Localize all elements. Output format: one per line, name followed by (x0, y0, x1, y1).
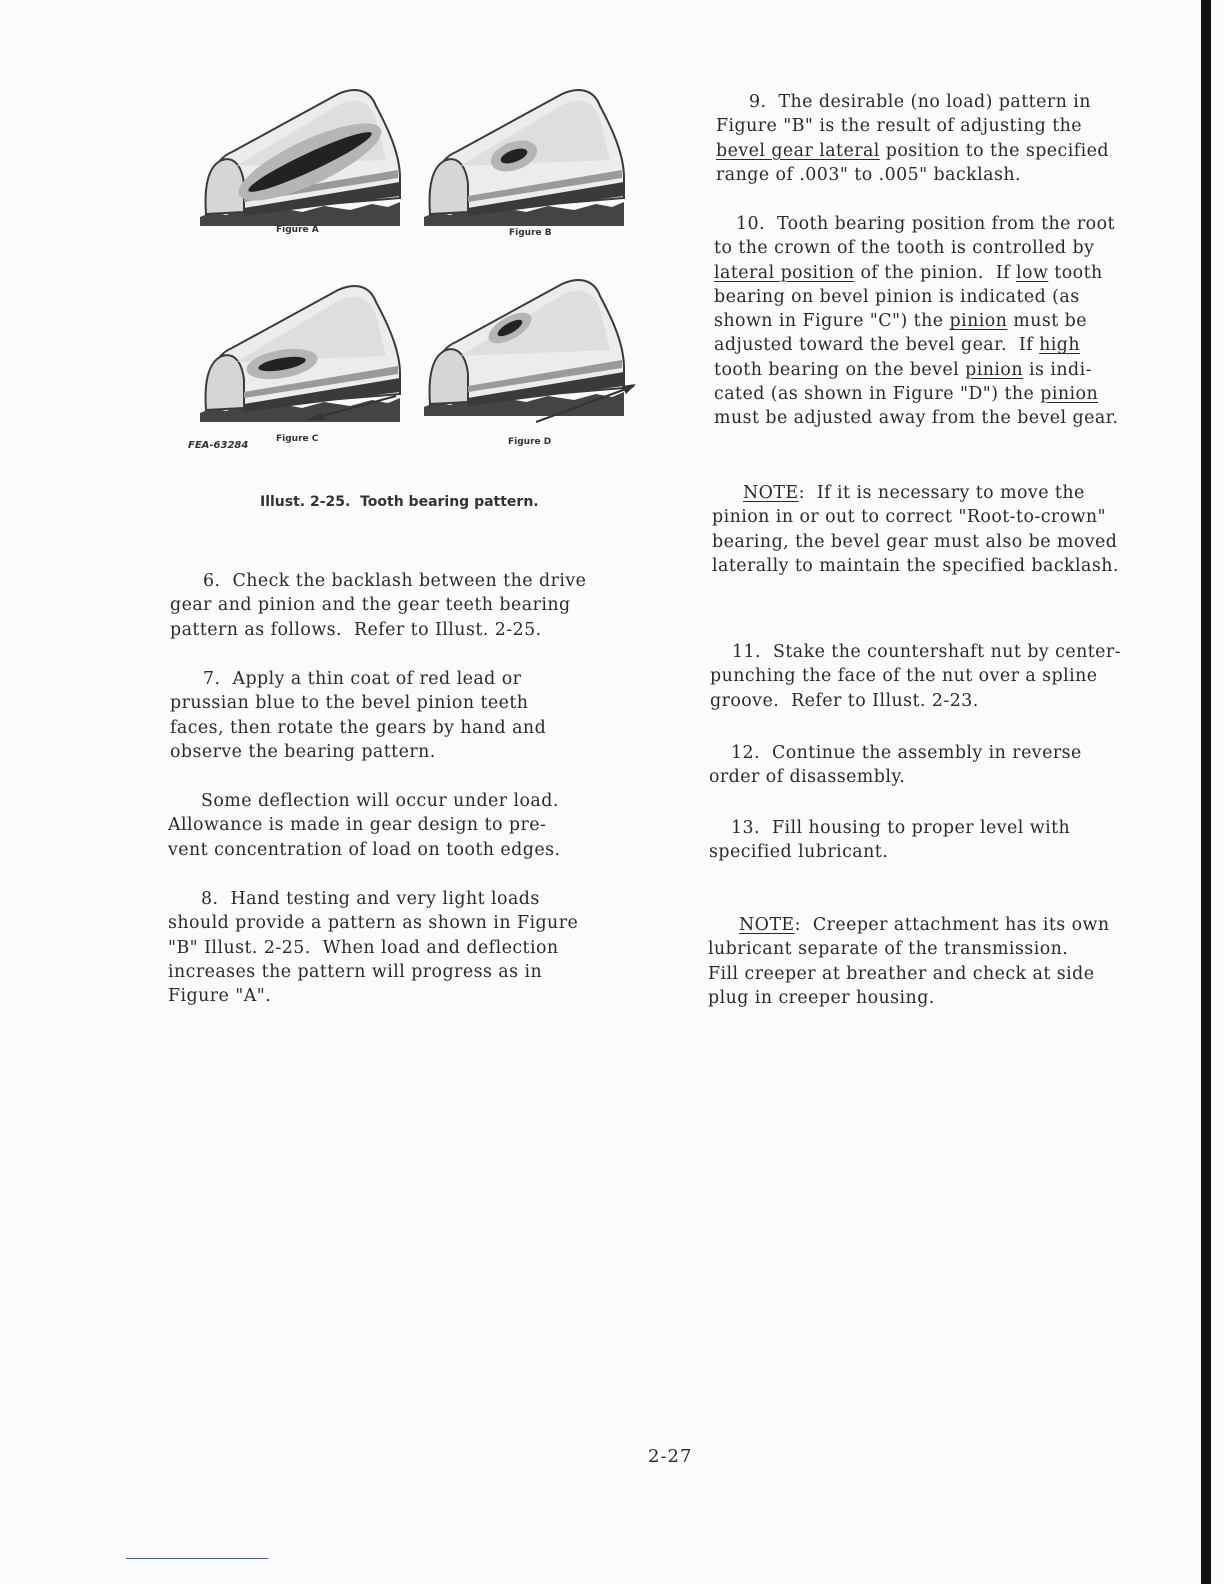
step-13 (709, 816, 1070, 865)
text-segment: position to the specified (879, 140, 1109, 161)
underlined-text: low (1016, 262, 1049, 283)
bottom-rule (126, 1558, 268, 1559)
text-segment: of the pinion. If (854, 262, 1017, 283)
text-line: 13. Fill housing to proper level with (731, 818, 1071, 838)
illustration-caption: Illust. 2-25. Tooth bearing pattern. (260, 494, 539, 510)
text-line: Figure "B" is the result of adjusting the (716, 116, 1083, 137)
note-label: NOTE (743, 483, 799, 503)
figure-a-label: Figure A (276, 225, 319, 235)
text-line: punching the face of the nut over a spline (710, 666, 1098, 687)
drawing-number: FEA-63284 (188, 440, 249, 451)
text-line: observe the bearing pattern. (170, 741, 436, 762)
text-line: lubricant separate of the transmission. (708, 939, 1069, 960)
text-line: range of .003" to .005" backlash. (716, 164, 1021, 185)
text-line (714, 333, 1119, 357)
text-segment: is indi- (1023, 359, 1092, 380)
text-line: pinion in or out to correct "Root-to-crown" (712, 507, 1107, 528)
text-segment: tooth (1048, 262, 1103, 283)
text-line: 7. Apply a thin coat of red lead or (203, 669, 522, 689)
step-12 (709, 741, 1082, 790)
text-line: 6. Check the backlash between the drive (203, 571, 587, 591)
underlined-text: pinion (949, 311, 1008, 332)
figure-d-label: Figure D (508, 437, 552, 447)
text-line (714, 309, 1119, 333)
text-line: 8. Hand testing and very light loads (201, 889, 540, 909)
text-line: "B" Illust. 2-25. When load and deflection (168, 937, 559, 958)
text-segment: : If it is necessary to move the (798, 483, 1085, 503)
text-line: 10. Tooth bearing position from the root (736, 214, 1115, 234)
text-line: Fill creeper at breather and check at side (708, 963, 1095, 984)
step-10 (714, 212, 1119, 431)
underlined-text: high (1039, 335, 1081, 356)
text-line (714, 358, 1119, 382)
underlined-text: pinion (1040, 384, 1099, 405)
text-line: specified lubricant. (709, 842, 889, 863)
text-line: Some deflection will occur under load. (201, 791, 559, 811)
underlined-text: lateral position (714, 262, 855, 283)
note-creeper (708, 913, 1110, 1010)
text-line: must be adjusted away from the bevel gear. (714, 408, 1119, 429)
text-segment: cated (as shown in Figure "D") the (714, 384, 1041, 405)
text-line: plug in creeper housing. (708, 987, 935, 1008)
figure-a-diagram (200, 86, 410, 226)
text-line (716, 139, 1109, 163)
figure-b-diagram (424, 86, 634, 226)
text-line: laterally to maintain the specified backlash. (712, 555, 1119, 576)
text-line: faces, then rotate the gears by hand and (170, 717, 547, 738)
text-line: 9. The desirable (no load) pattern in (749, 92, 1091, 112)
step-11 (710, 640, 1121, 713)
text-segment: shown in Figure "C") the (714, 311, 950, 332)
underlined-text: bevel gear lateral (716, 140, 880, 161)
text-line: pattern as follows. Refer to Illust. 2-25. (170, 619, 542, 640)
text-segment: tooth bearing on the bevel (714, 359, 966, 380)
text-segment: adjusted toward the bevel gear. If (714, 335, 1040, 356)
text-line: vent concentration of load on tooth edges. (168, 839, 561, 860)
text-line: 12. Continue the assembly in reverse (731, 743, 1082, 763)
text-segment: : Creeper attachment has its own (794, 915, 1110, 935)
text-segment: must be (1007, 311, 1087, 332)
text-line: Figure "A". (168, 986, 272, 1007)
deflection-paragraph (168, 789, 560, 862)
text-line: Allowance is made in gear design to pre- (168, 815, 547, 836)
text-line: to the crown of the tooth is controlled by (714, 238, 1095, 259)
step-7 (170, 667, 546, 764)
text-line: should provide a pattern as shown in Figure (168, 913, 579, 934)
text-line: order of disassembly. (709, 767, 906, 788)
figure-c-label: Figure C (276, 434, 319, 444)
text-line: 11. Stake the countershaft nut by center- (732, 642, 1122, 662)
figure-d-diagram (424, 276, 644, 426)
underlined-text: pinion (965, 359, 1023, 380)
page-edge-bar (1201, 0, 1211, 1584)
text-line: increases the pattern will progress as in (168, 961, 543, 982)
text-line: bearing, the bevel gear must also be moved (712, 531, 1118, 552)
text-line: gear and pinion and the gear teeth bearing (170, 595, 571, 616)
text-line: prussian blue to the bevel pinion teeth (170, 693, 529, 714)
text-line (712, 481, 1119, 505)
text-line: groove. Refer to Illust. 2-23. (710, 690, 979, 711)
text-line (714, 261, 1119, 285)
figure-c-diagram (200, 282, 410, 432)
figure-b-label: Figure B (509, 228, 552, 238)
text-line (714, 382, 1119, 406)
page-number: 2-27 (648, 1446, 693, 1467)
text-line: bearing on bevel pinion is indicated (as (714, 286, 1080, 307)
text-line (708, 913, 1110, 937)
step-9 (716, 90, 1109, 187)
step-6 (170, 569, 586, 642)
note-root-to-crown (712, 481, 1119, 578)
step-8 (168, 887, 578, 1008)
note-label: NOTE (739, 915, 795, 935)
